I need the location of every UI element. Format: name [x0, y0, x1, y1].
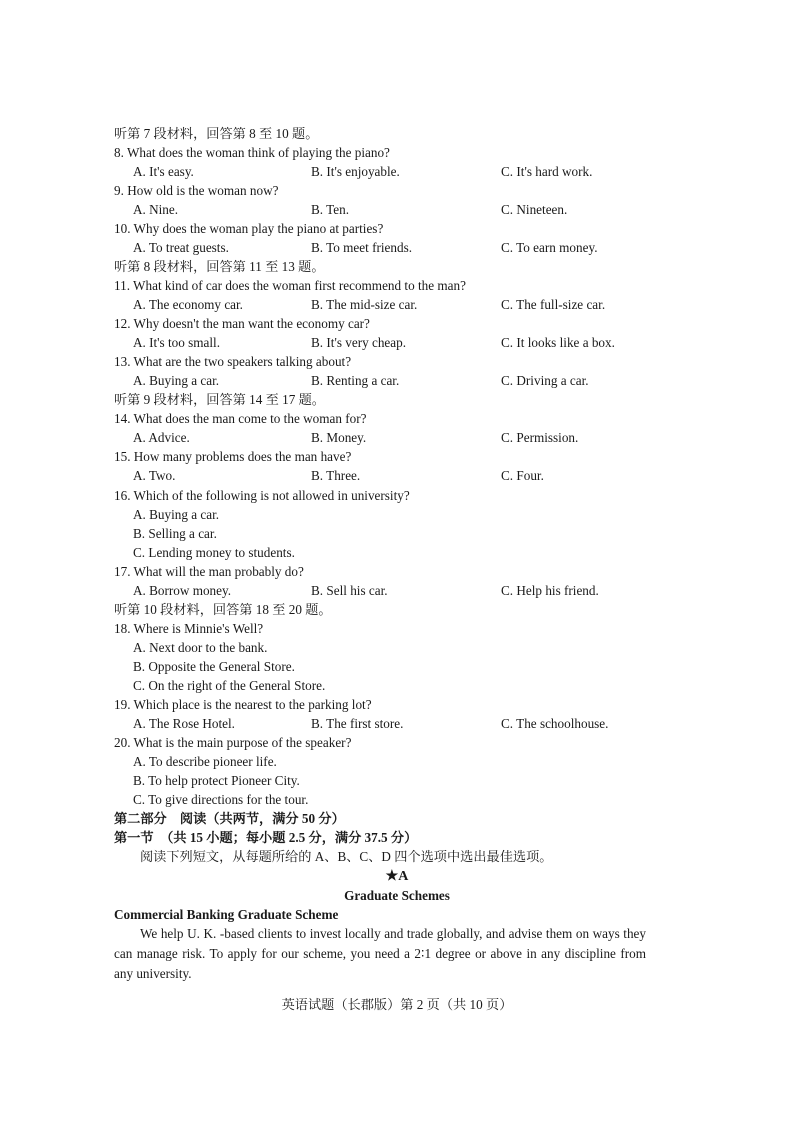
- question-stem: 16. Which of the following is not allowed in university?: [114, 488, 410, 503]
- section-header: 听第 7 段材料，回答第 8 至 10 题。: [114, 126, 319, 141]
- question-options: [0, 714, 794, 733]
- question-stem: 19. Which place is the nearest to the parking lot?: [114, 697, 372, 712]
- option-c: C. To give directions for the tour.: [133, 792, 309, 807]
- question-options: [0, 371, 794, 390]
- option-b: B. Opposite the General Store.: [133, 659, 295, 674]
- question-stem: 17. What will the man probably do?: [114, 564, 304, 579]
- section-title: 第一节 （共 15 小题；每小题 2.5 分，满分 37.5 分）: [114, 830, 418, 845]
- option-a: A. Borrow money.: [133, 583, 232, 598]
- scheme-text: We help U. K. -based clients to invest locally and trade globally, and advise them on ways they can manage risk. To apply for our scheme, you need a 2∶1 degree or above in any discipline from any university.: [114, 926, 646, 981]
- page-footer: 英语试题（长郡版）第 2 页（共 10 页）: [281, 997, 513, 1012]
- option-c: C. Lending money to students.: [133, 545, 295, 560]
- option-a: A. Advice.: [133, 430, 190, 445]
- question-options: [0, 333, 794, 352]
- question-options: [0, 428, 794, 447]
- option-b: B. The mid-size car.: [311, 297, 418, 312]
- option-c: C. Permission.: [501, 430, 579, 445]
- option-a: A. Next door to the bank.: [133, 640, 268, 655]
- question-stem: 8. What does the woman think of playing the piano?: [114, 145, 390, 160]
- option-a: A. To treat guests.: [133, 240, 229, 255]
- question-option: [0, 524, 794, 543]
- question-option: [0, 543, 794, 562]
- option-b: B. It's very cheap.: [311, 335, 407, 350]
- option-c: C. It's hard work.: [501, 164, 593, 179]
- option-a: A. The Rose Hotel.: [133, 716, 235, 731]
- question-option: [0, 752, 794, 771]
- question-option: [0, 657, 794, 676]
- question-options: [0, 200, 794, 219]
- question-stem: 15. How many problems does the man have?: [114, 449, 352, 464]
- option-a: A. To describe pioneer life.: [133, 754, 277, 769]
- option-b: B. The first store.: [311, 716, 404, 731]
- option-a: A. It's too small.: [133, 335, 220, 350]
- option-c: C. On the right of the General Store.: [133, 678, 326, 693]
- question-option: [0, 790, 794, 809]
- section-header: 听第 8 段材料，回答第 11 至 13 题。: [114, 259, 325, 274]
- option-a: A. It's easy.: [133, 164, 194, 179]
- question-options: [0, 466, 794, 485]
- question-option: [0, 505, 794, 524]
- option-a: A. Two.: [133, 468, 176, 483]
- option-c: C. The full-size car.: [501, 297, 606, 312]
- question-option: [0, 676, 794, 695]
- option-c: C. Nineteen.: [501, 202, 568, 217]
- option-a: A. Buying a car.: [133, 373, 220, 388]
- option-b: B. Ten.: [311, 202, 350, 217]
- option-c: C. It looks like a box.: [501, 335, 615, 350]
- option-c: C. Driving a car.: [501, 373, 589, 388]
- question-options: [0, 162, 794, 181]
- option-c: C. The schoolhouse.: [501, 716, 609, 731]
- option-b: B. It's enjoyable.: [311, 164, 400, 179]
- instruction: 阅读下列短文，从每题所给的 A、B、C、D 四个选项中选出最佳选项。: [140, 849, 553, 864]
- scheme-title: Commercial Banking Graduate Scheme: [114, 907, 339, 922]
- option-c: C. Four.: [501, 468, 544, 483]
- question-option: [0, 638, 794, 657]
- question-options: [0, 295, 794, 314]
- question-options: [0, 581, 794, 600]
- passage-label: ★A: [385, 869, 409, 884]
- option-b: B. Renting a car.: [311, 373, 400, 388]
- question-stem: 14. What does the man come to the woman for?: [114, 411, 367, 426]
- option-b: B. Selling a car.: [133, 526, 217, 541]
- part-title: 第二部分 阅读（共两节，满分 50 分）: [114, 811, 345, 826]
- question-stem: 13. What are the two speakers talking about?: [114, 354, 352, 369]
- question-stem: 9. How old is the woman now?: [114, 183, 279, 198]
- question-options: [0, 238, 794, 257]
- question-stem: 20. What is the main purpose of the speaker?: [114, 735, 352, 750]
- option-b: B. Money.: [311, 430, 367, 445]
- option-b: B. To help protect Pioneer City.: [133, 773, 300, 788]
- option-a: A. The economy car.: [133, 297, 243, 312]
- question-stem: 10. Why does the woman play the piano at parties?: [114, 221, 384, 236]
- section-header: 听第 10 段材料，回答第 18 至 20 题。: [114, 602, 332, 617]
- question-stem: 18. Where is Minnie's Well?: [114, 621, 264, 636]
- option-c: C. Help his friend.: [501, 583, 599, 598]
- passage-title: Graduate Schemes: [344, 888, 450, 903]
- question-stem: 12. Why doesn't the man want the economy car?: [114, 316, 370, 331]
- question-stem: 11. What kind of car does the woman first recommend to the man?: [114, 278, 466, 293]
- option-b: B. Three.: [311, 468, 361, 483]
- option-c: C. To earn money.: [501, 240, 598, 255]
- question-option: [0, 771, 794, 790]
- option-a: A. Buying a car.: [133, 507, 220, 522]
- option-b: B. Sell his car.: [311, 583, 388, 598]
- section-header: 听第 9 段材料，回答第 14 至 17 题。: [114, 392, 325, 407]
- option-b: B. To meet friends.: [311, 240, 413, 255]
- option-a: A. Nine.: [133, 202, 179, 217]
